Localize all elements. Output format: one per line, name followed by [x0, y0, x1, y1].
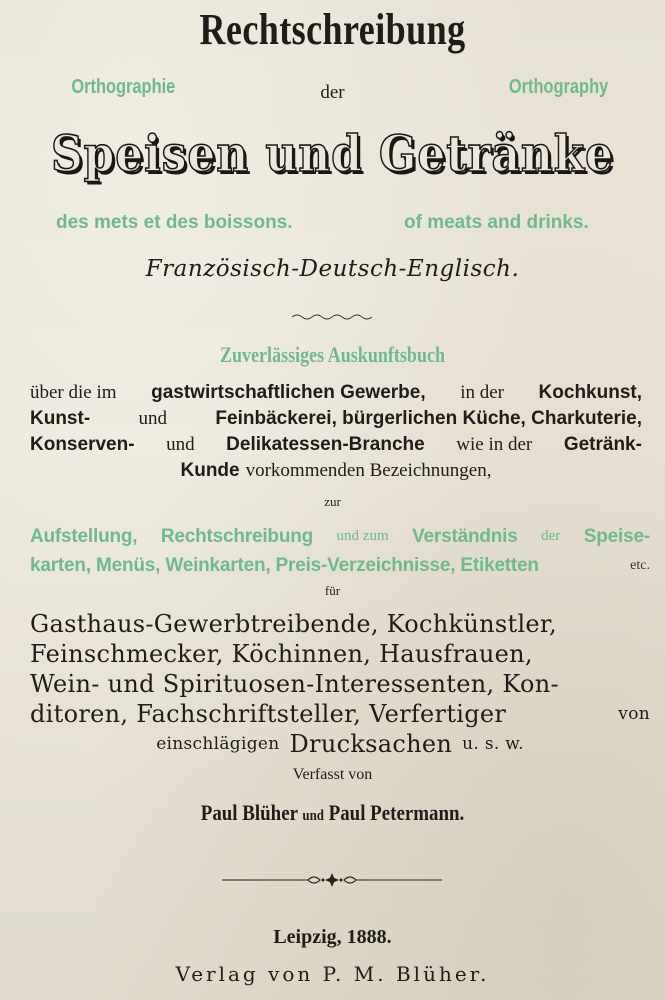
- corner-label-left: Orthographie: [71, 76, 176, 98]
- text-span: ditoren, Fachschriftsteller, Verfertiger: [30, 700, 507, 728]
- corner-label-right: Orthography: [508, 76, 609, 98]
- page-title: Rechtschreibung: [199, 5, 466, 54]
- text-span: Delikatessen-Branche: [226, 434, 425, 455]
- zur-label: zur: [324, 494, 341, 509]
- purpose-paragraph: [30, 522, 650, 580]
- wave-divider-icon: [292, 313, 372, 321]
- text-span: u. s. w.: [462, 734, 524, 754]
- section-heading: Zuverlässiges Auskunftsbuch: [219, 342, 446, 367]
- text-span: Rechtschreibung: [160, 526, 314, 547]
- text-span: Wein- und Spirituosen-Interessenten, Kon-: [30, 670, 559, 698]
- text-span: Feinschmecker, Köchinnen, Hausfrauen,: [30, 640, 533, 668]
- main-title: Speisen und Getränke: [50, 124, 615, 183]
- und-label: und: [302, 808, 324, 824]
- audience-paragraph: [30, 609, 650, 759]
- audience-line: [30, 609, 650, 639]
- description-line: [30, 406, 642, 432]
- text-span: in der: [460, 382, 504, 403]
- publisher-line: Verlag von P. M. Blüher.: [175, 962, 490, 986]
- text-span: Speise-: [583, 526, 650, 547]
- languages-line: Französisch-Deutsch-Englisch.: [145, 256, 520, 282]
- text-span: Feinbäckerei, bürgerlichen Küche, Charkuterie,: [215, 408, 642, 429]
- text-span: über die im: [30, 382, 117, 403]
- text-span: vorkommenden Bezeichnungen,: [245, 460, 492, 481]
- text-span: gastwirtschaftlichen Gewerbe,: [151, 382, 426, 403]
- audience-line: [30, 699, 650, 729]
- purpose-line: [30, 522, 650, 551]
- text-span: von: [618, 704, 650, 724]
- author-name: Paul Blüher: [200, 800, 298, 825]
- text-span: und: [138, 408, 168, 429]
- audience-line: [30, 639, 650, 669]
- text-span: Kunst-: [30, 408, 91, 429]
- description-line: [30, 380, 642, 406]
- description-line: [30, 458, 642, 484]
- authors-line: [47, 800, 619, 826]
- description-paragraph: [30, 380, 642, 484]
- audience-line: [30, 729, 650, 759]
- purpose-line: [30, 551, 650, 580]
- text-span: und: [166, 434, 195, 455]
- author-name: Paul Petermann.: [328, 800, 465, 825]
- text-span: wie in der: [456, 434, 533, 455]
- text-span: Getränk-: [563, 434, 642, 455]
- text-span: karten, Menüs, Weinkarten, Preis-Verzeichnisse, Etiketten: [30, 555, 539, 576]
- text-span: und zum: [336, 528, 389, 544]
- text-span: Aufstellung,: [30, 526, 138, 547]
- verfasst-label: Verfasst von: [292, 766, 373, 783]
- text-span: einschlägigen: [156, 734, 280, 754]
- ornament-divider-icon: [222, 870, 442, 890]
- description-line: [30, 432, 642, 458]
- text-span: etc.: [630, 558, 650, 573]
- text-span: Drucksachen: [289, 730, 453, 758]
- subtitle-french: des mets et des boissons.: [56, 212, 293, 233]
- text-span: Konserven-: [30, 434, 135, 455]
- text-span: Verständnis: [412, 526, 518, 547]
- audience-line: [30, 669, 650, 699]
- fuer-label: für: [324, 583, 341, 598]
- text-span: Kochkunst,: [538, 382, 642, 403]
- subtitle-english: of meats and drinks.: [404, 212, 589, 233]
- text-span: Gasthaus-Gewerbtreibende, Kochkünstler,: [30, 610, 557, 638]
- place-date: Leipzig, 1888.: [273, 926, 392, 948]
- der-label: der: [320, 82, 345, 103]
- text-span: Kunde: [180, 460, 240, 481]
- text-span: der: [541, 528, 561, 544]
